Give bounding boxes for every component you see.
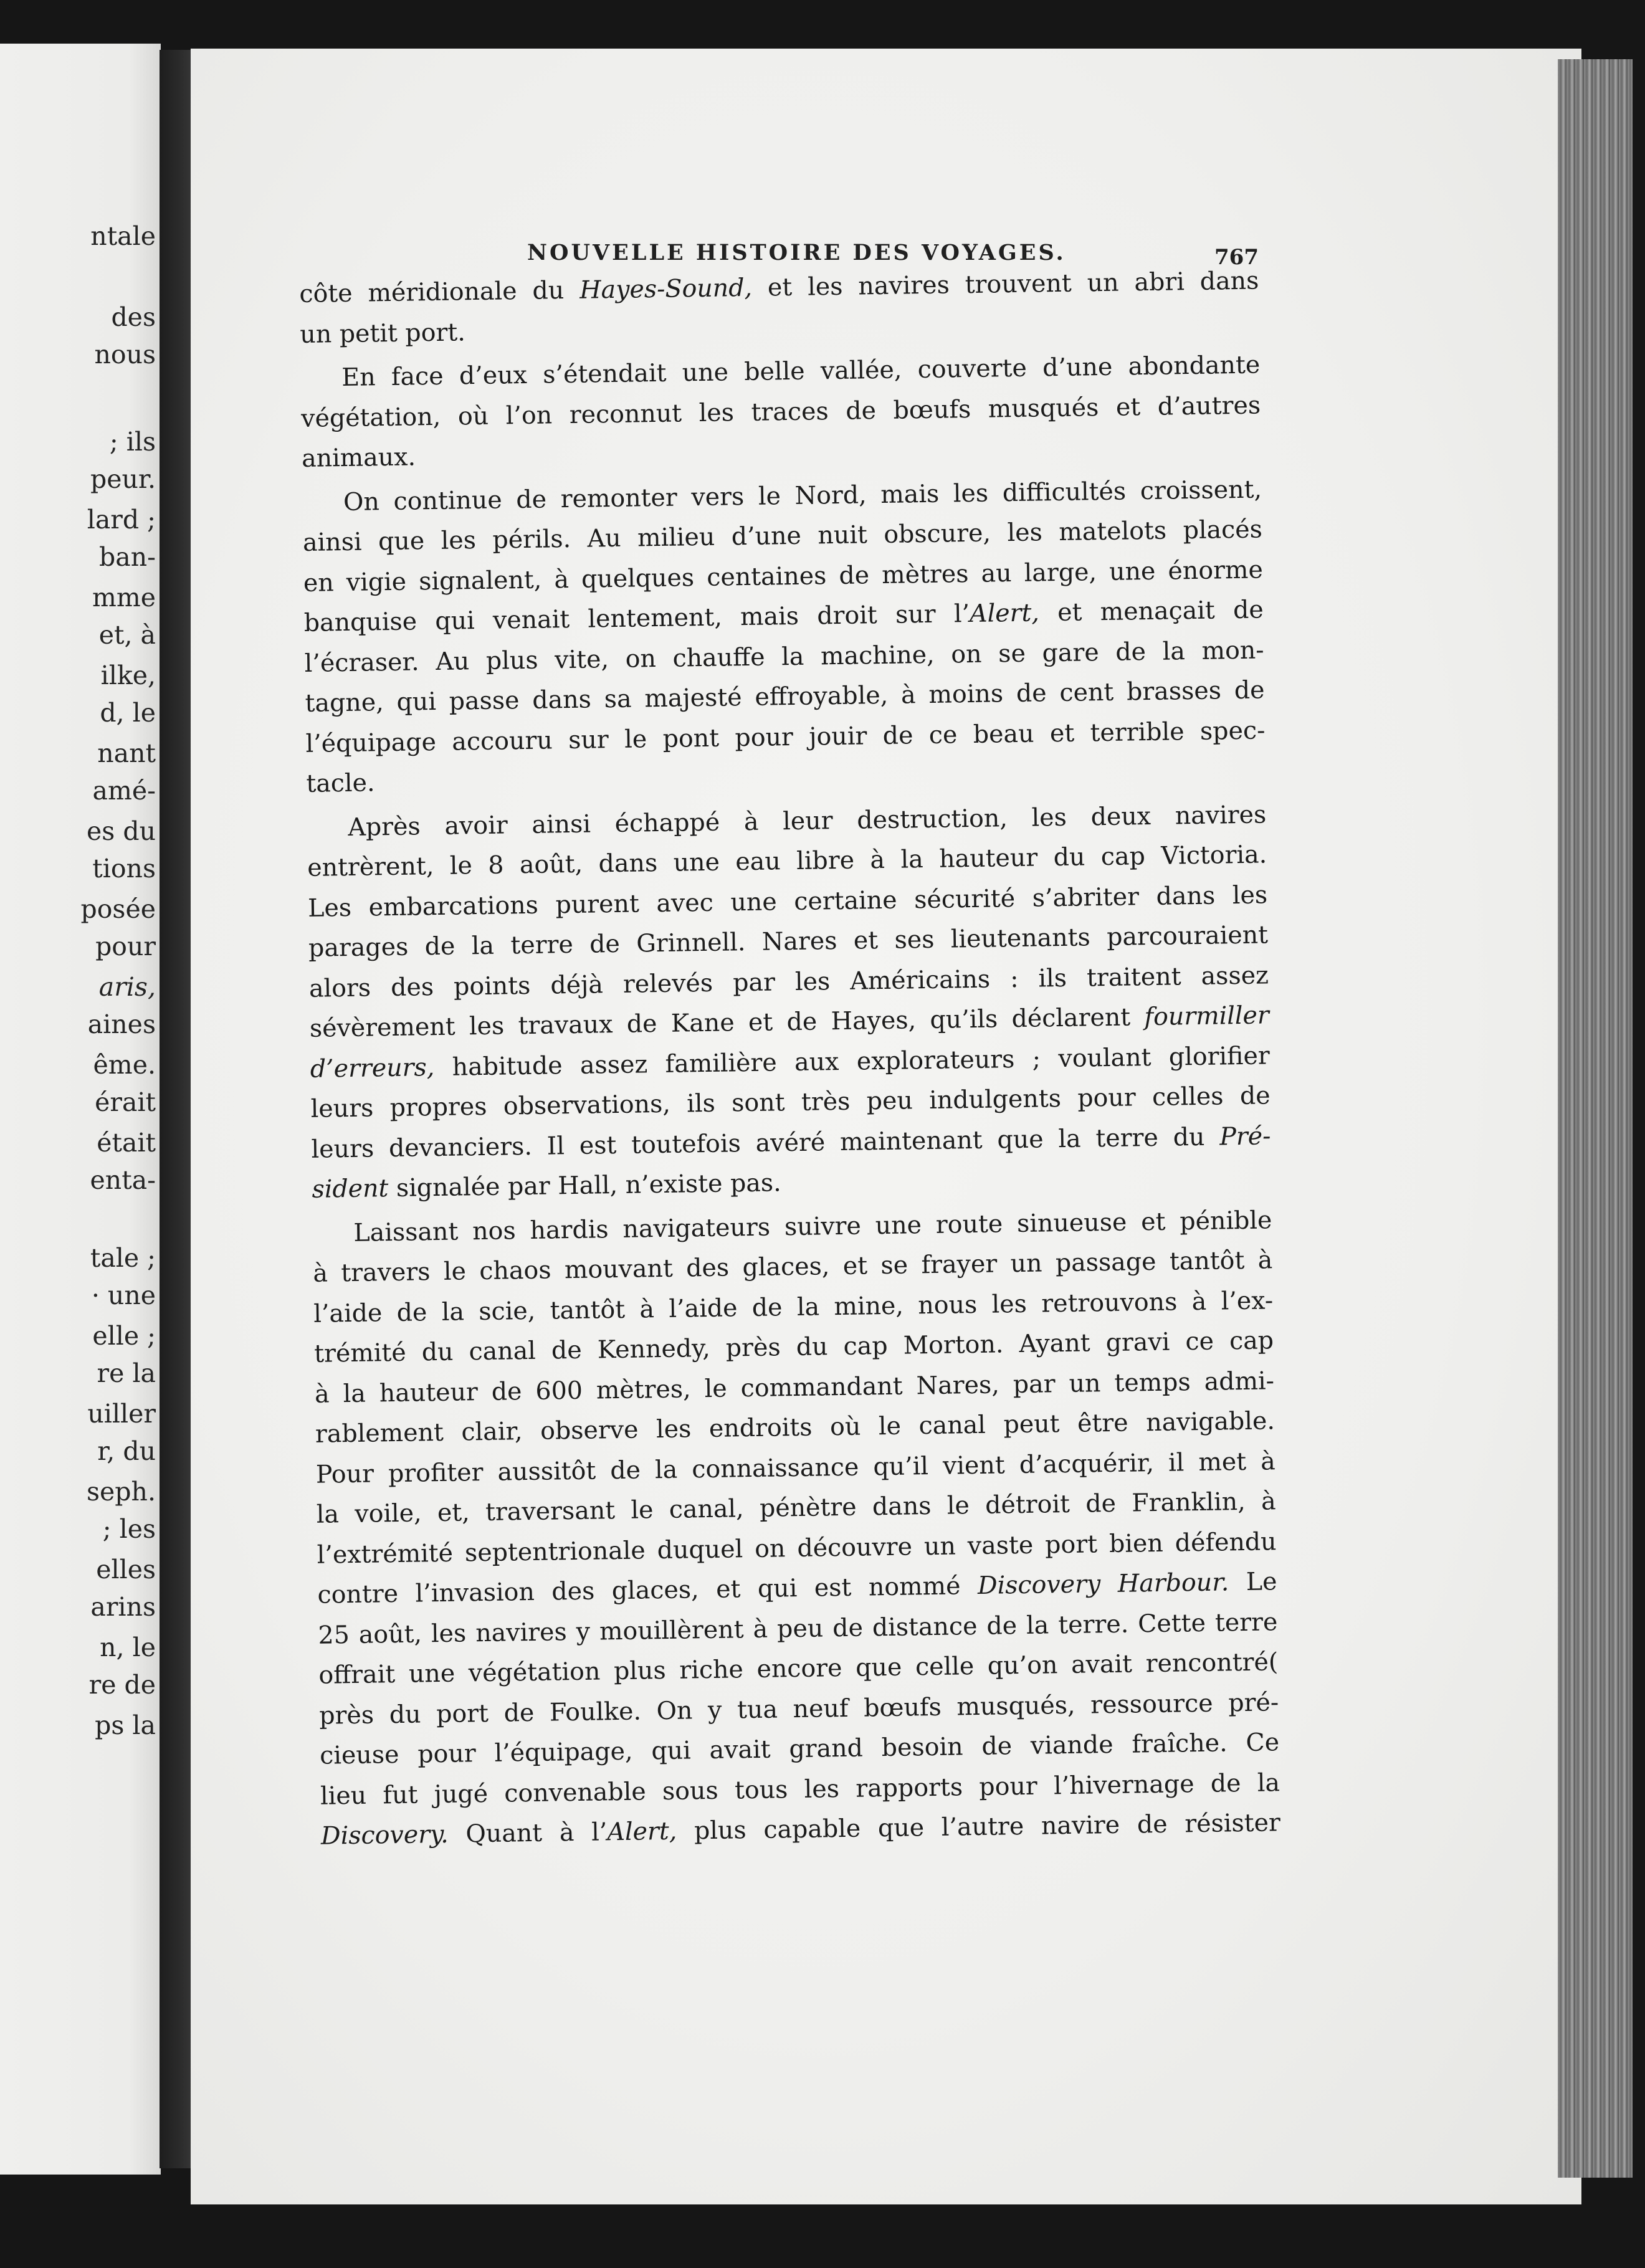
- text-segment: d’erreurs,: [310, 1052, 435, 1084]
- text-segment: à travers le chaos mouvant des glaces, et se frayer un passage tantôt à: [313, 1246, 1273, 1288]
- text-segment: l’écraser. Au plus vite, on chauffe la machine, on se gare de la mon-: [304, 635, 1264, 678]
- left-page-fragment: elles: [96, 1555, 156, 1584]
- left-page-fragment: r, du: [97, 1436, 156, 1466]
- left-page-fragment: était: [97, 1128, 156, 1158]
- text-segment: la voile, et, traversant le canal, pénètre dans le détroit de Franklin, à: [316, 1487, 1276, 1529]
- text-segment: banquise qui venait lentement, mais droit sur l’: [303, 599, 970, 637]
- text-segment: Discovery Harbour.: [977, 1568, 1229, 1600]
- left-page-fragment: · une: [91, 1280, 156, 1310]
- text-segment: habitude assez familière aux explorateurs ; voulant glorifier: [434, 1041, 1270, 1082]
- left-page-fragment: tale ;: [90, 1243, 156, 1273]
- left-page-text-fragments: [0, 44, 161, 2175]
- left-page-fragment: enta-: [90, 1165, 156, 1195]
- paragraph: [300, 345, 1262, 479]
- text-segment: en vigie signalent, à quelques centaines de mètres au large, une énorme: [303, 555, 1264, 598]
- left-page-fragment: peur.: [90, 464, 156, 494]
- paragraph: [307, 794, 1272, 1209]
- left-page-fragment: amé-: [92, 776, 156, 806]
- text-segment: signalée par Hall, n’existe pas.: [388, 1168, 781, 1203]
- left-page-fragment: pour: [95, 932, 156, 961]
- left-page-fragment: tions: [92, 854, 156, 884]
- text-segment: Après avoir ainsi échappé à leur destruction, les deux navires: [348, 799, 1267, 842]
- text-segment: Pré-: [1219, 1121, 1271, 1151]
- text-segment: près du port de Foulke. On y tua neuf bœufs musqués, ressource pré-: [318, 1687, 1279, 1730]
- text-segment: Alert,: [969, 598, 1040, 629]
- left-page-fragment: ilke,: [100, 660, 156, 690]
- paragraph: [302, 469, 1266, 804]
- left-page-fragment: lard ;: [87, 505, 156, 535]
- left-page-fragment: arins: [90, 1592, 156, 1622]
- text-segment: côte méridionale du: [299, 275, 580, 308]
- text-segment: rablement clair, observe les endroits où le canal peut être navigable.: [315, 1406, 1275, 1449]
- text-segment: et les navires trouvent un abri dans: [751, 266, 1259, 302]
- text-segment: offrait une végétation plus riche encore que celle qu’on avait rencontré(: [318, 1647, 1279, 1690]
- text-segment: contre l’invasion des glaces, et qui est nommé: [317, 1571, 978, 1609]
- text-segment: Pour profiter aussitôt de la connaissance qu’il vient d’acquérir, il met à: [315, 1446, 1276, 1489]
- left-page-fragment: elle ;: [92, 1321, 156, 1351]
- text-segment: Les embarcations purent avec une certaine sécurité s’abriter dans les: [307, 880, 1268, 923]
- left-page-fragment: ême.: [93, 1050, 156, 1080]
- text-segment: Laissant nos hardis navigateurs suivre une route sinueuse et pénible: [353, 1205, 1272, 1247]
- text-segment: et menaçait de: [1039, 595, 1264, 627]
- left-page-fragment: ntale: [90, 221, 156, 251]
- text-segment: On continue de remonter vers le Nord, mais les difficultés croissent,: [343, 474, 1262, 517]
- text-segment: cieuse pour l’équipage, qui avait grand besoin de viande fraîche. Ce: [319, 1728, 1280, 1770]
- text-segment: tacle.: [306, 768, 375, 798]
- text-segment: parages de la terre de Grinnell. Nares et ses lieutenants parcouraient: [308, 920, 1269, 963]
- left-page-fragment: es du: [87, 816, 156, 846]
- left-page-fragment: nous: [94, 340, 156, 369]
- text-segment: tagne, qui passe dans sa majesté effroyable, à moins de cent brasses de: [305, 675, 1265, 718]
- text-segment: entrèrent, le 8 août, dans une eau libre à la hauteur du cap Victoria.: [307, 840, 1267, 882]
- text-segment: Alert,: [607, 1816, 677, 1847]
- text-segment: l’aide de la scie, tantôt à l’aide de la mine, nous les retrouvons à l’ex-: [313, 1285, 1274, 1328]
- left-page-fragment: ; ils: [109, 427, 156, 457]
- left-page-fragment: érait: [95, 1087, 156, 1117]
- text-segment: à la hauteur de 600 mètres, le commandant Nares, par un temps admi-: [314, 1366, 1275, 1409]
- left-page-fragment: aris,: [98, 972, 156, 1002]
- page-edges-stack: [1558, 59, 1633, 2178]
- text-segment: un petit port.: [300, 317, 466, 349]
- left-page-fragment: et, à: [98, 620, 156, 650]
- text-segment: sévèrement les travaux de Kane et de Hayes, qu’ils déclarent: [309, 1003, 1145, 1043]
- text-segment: Le: [1228, 1567, 1277, 1597]
- text-segment: Hayes-Sound,: [579, 273, 753, 305]
- text-segment: ainsi que les périls. Au milieu d’une nuit obscure, les matelots placés: [302, 515, 1263, 557]
- left-page-fragment: n, le: [100, 1632, 156, 1662]
- left-facing-page: [0, 44, 161, 2175]
- text-segment: l’extrémité septentrionale duquel on découvre un vaste port bien défendu: [317, 1527, 1277, 1570]
- text-segment: végétation, où l’on reconnut les traces de bœufs musqués et d’autres: [300, 390, 1261, 433]
- left-page-fragment: posée: [80, 894, 156, 924]
- text-segment: animaux.: [301, 442, 416, 473]
- left-page-fragment: ; les: [102, 1514, 156, 1544]
- left-page-fragment: uiller: [87, 1399, 156, 1429]
- running-title: NOUVELLE HISTOIRE DES VOYAGES.: [527, 240, 1066, 265]
- text-segment: lieu fut jugé convenable sous tous les rapports pour l’hivernage de la: [320, 1768, 1280, 1811]
- left-page-fragment: ps la: [95, 1710, 156, 1740]
- left-page-fragment: mme: [92, 583, 156, 612]
- text-segment: leurs devanciers. Il est toutefois avéré maintenant que la terre du: [311, 1122, 1220, 1164]
- left-page-fragment: nant: [97, 738, 156, 768]
- text-segment: trémité du canal de Kennedy, près du cap Morton. Ayant gravi ce cap: [313, 1326, 1274, 1368]
- text-segment: plus capable que l’autre navire de résister: [676, 1808, 1281, 1846]
- text-segment: 25 août, les navires y mouillèrent à peu de distance de la terre. Cette terre: [318, 1607, 1278, 1650]
- text-segment: Discovery.: [320, 1819, 449, 1851]
- page-number: 767: [1214, 245, 1259, 270]
- left-page-fragment: re de: [88, 1670, 156, 1700]
- text-segment: leurs propres observations, ils sont très peu indulgents pour celles de: [310, 1081, 1271, 1123]
- text-segment: alors des points déjà relevés par les Américains : ils traitent assez: [308, 960, 1269, 1003]
- left-page-fragment: seph.: [87, 1477, 156, 1507]
- left-page-fragment: aines: [87, 1009, 156, 1039]
- text-segment: En face d’eux s’étendait une belle vallée, couverte d’une abondante: [341, 350, 1261, 393]
- left-page-fragment: re la: [97, 1358, 156, 1388]
- text-segment: sident: [312, 1174, 389, 1204]
- text-segment: fourmiller: [1144, 1001, 1270, 1032]
- left-page-fragment: des: [111, 302, 156, 332]
- left-page-fragment: d, le: [100, 698, 156, 728]
- text-segment: Quant à l’: [448, 1818, 608, 1849]
- paragraph: [312, 1200, 1280, 1856]
- body-text: [299, 260, 1280, 1860]
- text-segment: l’équipage accouru sur le pont pour jouir de ce beau et terrible spec-: [305, 715, 1266, 758]
- left-page-fragment: ban-: [99, 542, 156, 572]
- paragraph: [299, 260, 1260, 354]
